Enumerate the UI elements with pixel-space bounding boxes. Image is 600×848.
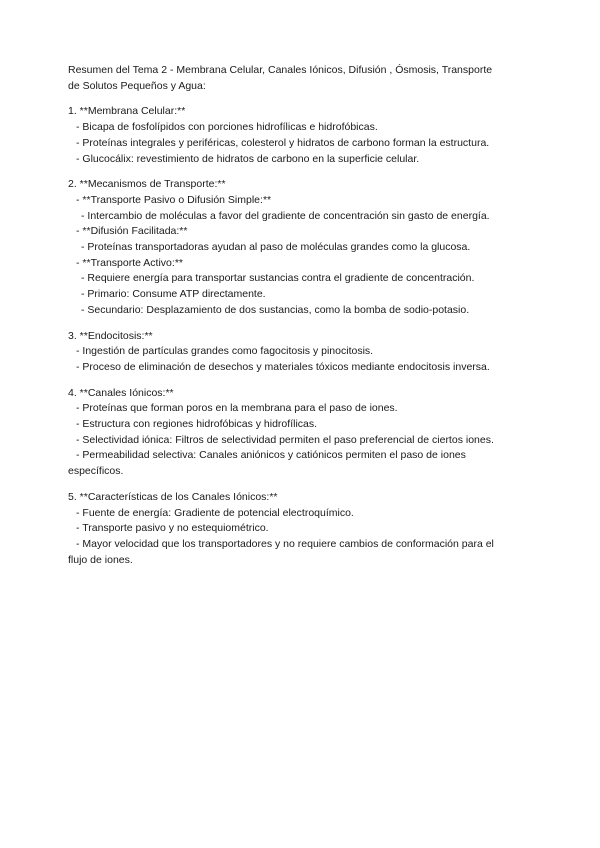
text-line: - Proteínas integrales y periféricas, colesterol y hidratos de carbono forman la estructura. [76, 136, 490, 149]
section-heading: 2. **Mecanismos de Transporte:** [68, 178, 226, 191]
text-line: - **Transporte Pasivo o Difusión Simple:** [76, 193, 272, 206]
section-heading: 4. **Canales Iónicos:** [68, 386, 174, 399]
paragraph-block [68, 177, 544, 318]
text-line: - Bicapa de fosfolípidos con porciones hidrofílicas e hidrofóbicas. [76, 121, 378, 134]
document-body [68, 63, 544, 568]
text-line: - Proceso de eliminación de desechos y materiales tóxicos mediante endocitosis inversa. [76, 360, 490, 373]
text-line: - **Difusión Facilitada:** [76, 225, 188, 238]
text-line: - Proteínas transportadoras ayudan al paso de moléculas grandes como la glucosa. [81, 241, 471, 254]
text-line: específicos. [68, 465, 124, 478]
text-line: - Ingestión de partículas grandes como fagocitosis y pinocitosis. [76, 345, 374, 358]
paragraph-block [68, 386, 544, 480]
text-line: - Proteínas que forman poros en la membrana para el paso de iones. [76, 402, 398, 415]
text-line: - Glucocálix: revestimiento de hidratos de carbono en la superficie celular. [76, 152, 420, 165]
text-line: - Selectividad iónica: Filtros de selectividad permiten el paso preferencial de ciertos iones. [76, 433, 494, 446]
section-heading: 1. **Membrana Celular:** [68, 105, 186, 118]
paragraph-block [68, 490, 544, 569]
text-line: - Primario: Consume ATP directamente. [81, 288, 266, 301]
paragraph-block [68, 63, 544, 94]
text-line: - Mayor velocidad que los transportadores y no requiere cambios de conformación para el [76, 537, 494, 550]
text-line: - **Transporte Activo:** [76, 256, 183, 269]
text-line: - Secundario: Desplazamiento de dos sustancias, como la bomba de sodio-potasio. [81, 303, 470, 316]
text-line: - Intercambio de moléculas a favor del gradiente de concentración sin gasto de energía. [81, 209, 490, 222]
text-line: - Transporte pasivo y no estequiométrico. [76, 522, 269, 535]
text-line: - Permeabilidad selectiva: Canales aniónicos y catiónicos permiten el paso de iones [76, 449, 466, 462]
document-title-line: de Solutos Pequeños y Agua: [68, 79, 206, 92]
paragraph-block [68, 104, 544, 167]
section-heading: 3. **Endocitosis:** [68, 329, 153, 342]
paragraph-block [68, 329, 544, 376]
text-line: flujo de iones. [68, 553, 133, 566]
text-line: - Fuente de energía: Gradiente de potencial electroquímico. [76, 506, 354, 519]
section-heading: 5. **Características de los Canales Iónicos:** [68, 490, 278, 503]
document-title-line: Resumen del Tema 2 - Membrana Celular, Canales Iónicos, Difusión , Ósmosis, Transporte [68, 64, 493, 76]
text-line: - Estructura con regiones hidrofóbicas y hidrofílicas. [76, 418, 318, 431]
text-line: - Requiere energía para transportar sustancias contra el gradiente de concentración. [81, 272, 475, 285]
